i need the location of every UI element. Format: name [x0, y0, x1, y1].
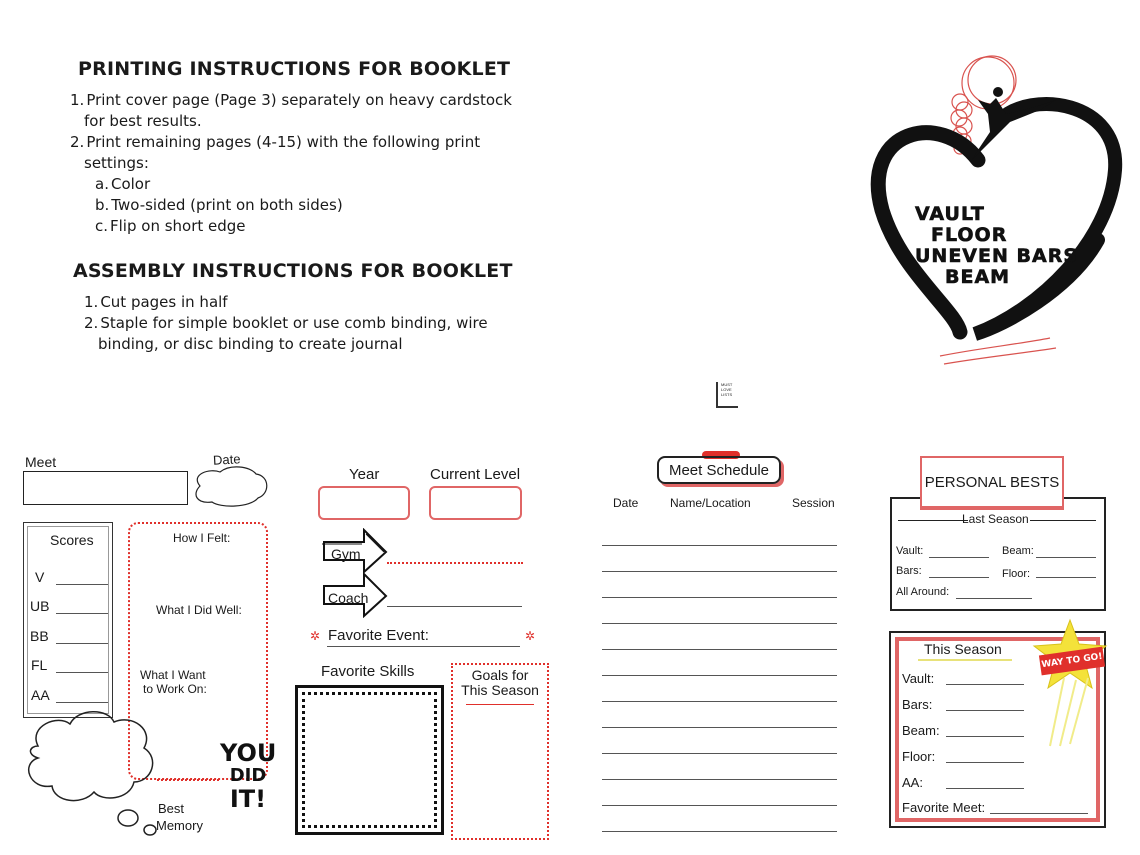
list-item: b. Two-sided (print on both sides) — [95, 196, 343, 214]
score-line-aa[interactable] — [56, 702, 108, 703]
ts-floor-label: Floor: — [902, 749, 936, 764]
score-label-bb: BB — [30, 628, 49, 644]
score-line-fl[interactable] — [56, 672, 108, 673]
current-level-label: Current Level — [430, 466, 521, 483]
coach-line[interactable] — [387, 606, 522, 607]
meet-label: Meet — [25, 454, 57, 470]
score-label-aa: AA — [31, 687, 50, 703]
heart-line-beam: BEAM — [945, 266, 1011, 288]
score-line-ub[interactable] — [56, 613, 108, 614]
schedule-row-line[interactable] — [602, 779, 837, 780]
col-session: Session — [792, 496, 835, 510]
meet-field[interactable] — [23, 471, 188, 505]
date-label: Date — [212, 451, 241, 468]
schedule-row-line[interactable] — [602, 545, 837, 546]
schedule-row-line[interactable] — [602, 831, 837, 832]
ls-beam-line[interactable] — [1036, 557, 1096, 558]
ts-bars-line[interactable] — [946, 710, 1024, 711]
brand-logo: MUST LOVE LISTS — [716, 382, 738, 408]
schedule-row-line[interactable] — [602, 753, 837, 754]
coach-label: Coach — [328, 590, 369, 606]
work-on-label-1: What I Want — [140, 668, 206, 682]
best-label: Best — [158, 801, 185, 816]
memory-connector — [157, 779, 219, 781]
ts-aa-line[interactable] — [946, 788, 1024, 789]
favorite-skills-label: Favorite Skills — [321, 663, 415, 680]
goals-underline — [466, 704, 534, 705]
printing-title: PRINTING INSTRUCTIONS FOR BOOKLET — [78, 58, 511, 80]
how-felt-label: How I Felt: — [173, 531, 231, 545]
list-item: 1. Print cover page (Page 3) separately on heavy cardstock — [70, 91, 512, 109]
scores-title: Scores — [50, 532, 94, 548]
ts-bars-label: Bars: — [902, 697, 933, 712]
schedule-row-line[interactable] — [602, 649, 837, 650]
score-line-v[interactable] — [56, 584, 108, 585]
favorite-event-label: Favorite Event: — [328, 627, 429, 644]
list-item: 1. Cut pages in half — [84, 293, 228, 311]
you-did-it-sticker: YOU DID IT! — [220, 739, 277, 813]
goals-title: Goals for This Season — [461, 667, 539, 698]
heart-line-bars: UNEVEN BARS — [915, 245, 1079, 267]
favorite-meet-line[interactable] — [990, 813, 1088, 814]
col-name: Name/Location — [670, 496, 751, 510]
work-on-label-2: to Work On: — [143, 682, 207, 696]
heart-line-floor: FLOOR — [931, 224, 1008, 246]
year-field[interactable] — [318, 486, 410, 520]
printing-list — [70, 90, 512, 237]
schedule-row-line[interactable] — [602, 701, 837, 702]
ls-beam-label: Beam: — [1002, 545, 1034, 557]
list-item: for best results. — [84, 112, 202, 130]
heart-events-text — [915, 204, 1078, 288]
swoosh — [940, 338, 1050, 356]
favorite-skills-box[interactable] — [295, 685, 444, 835]
date-cloud — [190, 464, 270, 508]
list-item: 2. Staple for simple booklet or use comb binding, wire — [84, 314, 488, 332]
best-memory-cloud — [18, 706, 168, 836]
ts-floor-line[interactable] — [946, 762, 1024, 763]
ls-bars-label: Bars: — [896, 565, 922, 577]
ls-aa-line[interactable] — [956, 598, 1032, 599]
assembly-list — [84, 292, 488, 355]
ls-floor-line[interactable] — [1036, 577, 1096, 578]
ls-vault-line[interactable] — [929, 557, 989, 558]
schedule-row-line[interactable] — [602, 623, 837, 624]
sparkle-icon: ✲ — [525, 629, 536, 643]
schedule-row-line[interactable] — [602, 571, 837, 572]
list-item: 2. Print remaining pages (4-15) with the following print — [70, 133, 481, 151]
ts-vault-label: Vault: — [902, 671, 935, 686]
score-line-bb[interactable] — [56, 643, 108, 644]
schedule-row-line[interactable] — [602, 805, 837, 806]
score-label-v: V — [35, 569, 45, 585]
current-level-field[interactable] — [429, 486, 522, 520]
ls-vault-label: Vault: — [896, 545, 924, 557]
heart-line-vault: VAULT — [915, 203, 985, 225]
ls-aa-label: All Around: — [896, 586, 950, 598]
did-well-label: What I Did Well: — [156, 603, 242, 617]
favorite-event-line[interactable] — [327, 646, 520, 647]
last-season-label: Last Season — [962, 512, 1029, 526]
ts-beam-line[interactable] — [946, 736, 1024, 737]
ls-bars-line[interactable] — [929, 577, 989, 578]
personal-bests-title: PERSONAL BESTS — [920, 456, 1064, 508]
ls-floor-label: Floor: — [1002, 568, 1031, 580]
schedule-row-line[interactable] — [602, 675, 837, 676]
list-item: c. Flip on short edge — [95, 217, 246, 235]
ts-vault-line[interactable] — [946, 684, 1024, 685]
assembly-title: ASSEMBLY INSTRUCTIONS FOR BOOKLET — [73, 260, 513, 282]
schedule-row-line[interactable] — [602, 727, 837, 728]
list-item: a. Color — [95, 175, 151, 193]
score-label-fl: FL — [31, 657, 48, 673]
schedule-row-line[interactable] — [602, 597, 837, 598]
memory-label: Memory — [156, 818, 203, 833]
ts-aa-label: AA: — [902, 775, 923, 790]
list-item: binding, or disc binding to create journal — [98, 335, 403, 353]
gym-line[interactable] — [387, 562, 523, 564]
way-to-go-banner: WAY TO GO! — [1039, 647, 1105, 676]
ts-beam-label: Beam: — [902, 723, 940, 738]
star-icon — [1030, 618, 1110, 748]
sparkle-icon: ✲ — [310, 629, 321, 643]
score-label-ub: UB — [30, 598, 50, 614]
year-label: Year — [349, 466, 380, 483]
schedule-title: Meet Schedule — [657, 456, 781, 484]
favorite-meet-label: Favorite Meet: — [902, 800, 986, 815]
this-season-label: This Season — [924, 641, 1002, 657]
gym-label: Gym — [331, 546, 361, 562]
col-date: Date — [613, 496, 639, 510]
list-item: settings: — [84, 154, 149, 172]
